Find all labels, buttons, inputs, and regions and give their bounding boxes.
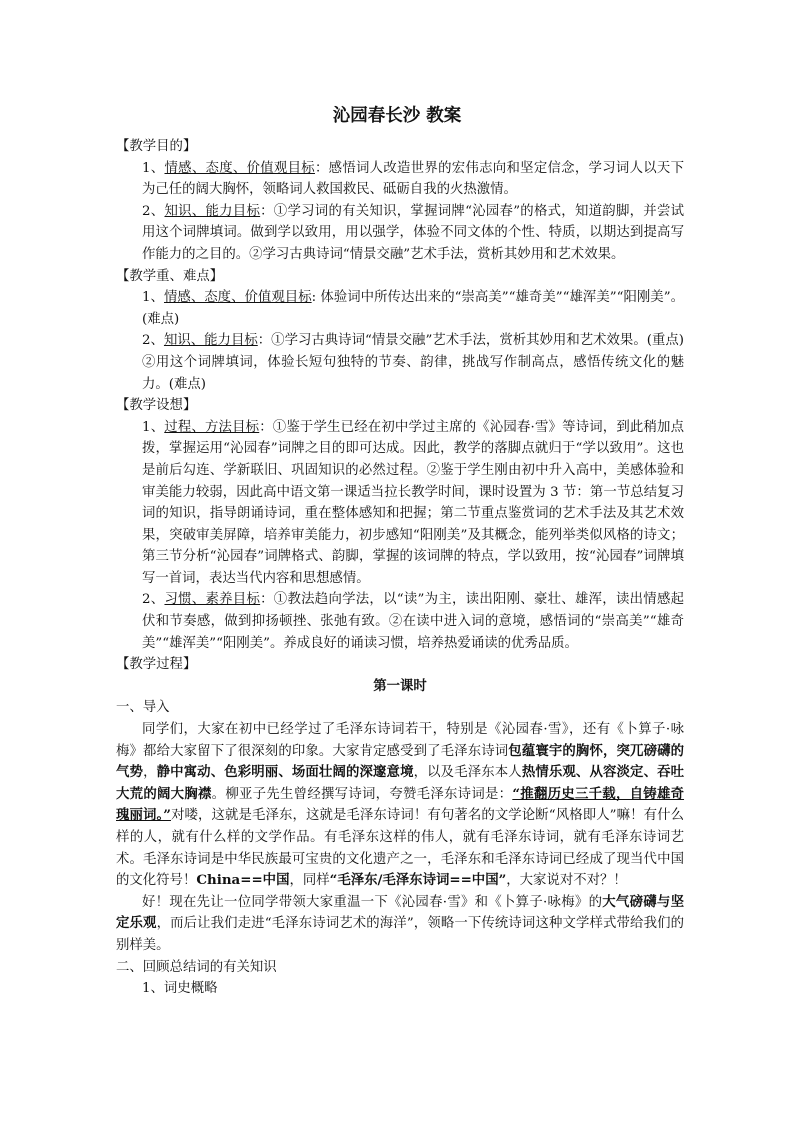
intro-bold: 静中寓动、色彩明丽、场面壮阔的深邃意境 bbox=[156, 764, 414, 781]
intro-quote: “推翻历史三千载，自铸雄奇瑰丽词。” bbox=[116, 785, 685, 824]
goal-text: ：①学习词的有关知识，掌握词牌“沁园春”的格式，知道韵脚，并尝试用这个词牌填词。做到学以致用，用以强学，体验不同文体的个性、特质，以期达到提高写作能力的之目的。②学习古典诗词“情景交融”艺术手法，赏析其妙用和艺术效果。 bbox=[142, 203, 684, 262]
key-point-label: 情感、态度、价值观目标 bbox=[163, 290, 312, 306]
section-heading-key-points: 【教学重、难点】 bbox=[116, 268, 224, 284]
key-point-text: : 体验词中所传达出来的“崇高美”“雄奇美”“雄浑美”“阳刚美”。(难点) bbox=[142, 290, 684, 327]
intro-bold: China==中国 bbox=[196, 872, 290, 889]
design-text: ：①鉴于学生已经在初中学过主席的《沁园春·雪》等诗词，到此稍加点拨，掌握运用“沁园春”词牌之目的即可达成。因此，教学的落脚点就归于“学以致用”。这也是前后勾连、学新联旧、巩固知识的必然过程。②鉴于学生刚由初中升入高中，美感体验和审美能力较弱，因此高中语文第一课适当拉长教学时间，课时设置为 3 节：第一节总结复习词的知识，指导朗诵诗词，重在整体感知和把握；第二节重点鉴赏词的艺术手法及其艺术效果，突破审美屏障，培养审美能力，初步感知“阳刚美”及其概念，能列举类似风格的诗文；第三节分析“沁园春”词牌格式、韵脚，掌握的该词牌的特点，学以致用，按“沁园春”词牌填写一首词，表达当代内容和思想感情。 bbox=[142, 419, 684, 586]
key-point-paragraph-2 bbox=[116, 330, 684, 395]
intro-text: ， bbox=[143, 765, 157, 781]
intro-paragraph-2 bbox=[116, 892, 684, 957]
design-paragraph-1 bbox=[116, 417, 684, 590]
goal-paragraph-2 bbox=[116, 201, 684, 266]
goal-label: 知识、能力目标 bbox=[164, 203, 261, 219]
subsection-history: 1、词史概略 bbox=[142, 981, 218, 997]
intro-bold: “毛泽东/毛泽东诗词==中国” bbox=[329, 872, 507, 889]
section-heading-design: 【教学设想】 bbox=[116, 398, 197, 414]
design-label: 习惯、素养目标 bbox=[164, 592, 261, 608]
design-paragraph-2 bbox=[116, 589, 684, 654]
goal-paragraph-1 bbox=[116, 158, 684, 201]
key-point-label: 知识、能力目标 bbox=[163, 333, 258, 349]
intro-bold: 大气磅礴与坚定乐观 bbox=[116, 893, 684, 932]
key-point-paragraph-1 bbox=[116, 287, 684, 330]
intro-paragraph bbox=[116, 719, 684, 892]
goal-text: ：感悟词人改造世界的宏伟志向和坚定信念，学习词人以天下为己任的阔大胸怀，领略词人救国救民、砥砺自我的火热激情。 bbox=[142, 160, 685, 198]
item-number: 1、 bbox=[142, 160, 165, 176]
intro-text: ，而后让我们走进“毛泽东诗词艺术的海洋”，领略一下传统诗词这种文学样式带给我们的别样美。 bbox=[116, 916, 684, 953]
design-text: ：①教法趋向学法，以“读”为主，读出阳刚、豪壮、雄浑，读出情感起伏和节奏感，做到抑扬顿挫、张弛有致。②在读中进入词的意境，感悟词的“崇高美”“雄奇美”“雄浑美”“阳刚美”。养成良好的诵读习惯，培养热爱诵读的优秀品质。 bbox=[142, 592, 684, 651]
intro-bold: 热情乐观、从容淡定、吞吐大荒的阔大胸襟 bbox=[116, 764, 685, 802]
item-number: 2、 bbox=[142, 592, 165, 608]
section-heading-process: 【教学过程】 bbox=[116, 657, 197, 673]
intro-text: ，同样 bbox=[289, 873, 330, 889]
subsection-review: 二、回顾总结词的有关知识 bbox=[116, 959, 277, 975]
intro-bold: 包蕴寰宇的胸怀，突兀磅礴的气势 bbox=[116, 742, 685, 781]
item-number: 2、 bbox=[142, 203, 165, 219]
intro-text: ，以及毛泽东本人 bbox=[413, 765, 522, 781]
item-number: 1、 bbox=[142, 419, 165, 435]
key-point-text: ：①学习古典诗词“情景交融”艺术手法，赏析其妙用和艺术效果。(重点) ②用这个词牌填词，体验长短句独特的节奏、韵律，挑战写作制高点，感悟传统文化的魅力。(难点) bbox=[142, 333, 685, 392]
intro-text: ，大家说对不对？！ bbox=[506, 873, 627, 889]
intro-text: 同学们，大家在初中已经学过了毛泽东诗词若干，特别是《沁园春·雪》，还有《卜算子·咏梅》都给大家留下了很深刻的印象。大家肯定感受到了毛泽东诗词 bbox=[116, 722, 684, 759]
page-title: 沁园春长沙 教案 bbox=[332, 106, 462, 126]
subsection-intro: 一、导入 bbox=[116, 700, 170, 716]
intro-text: 对喽，这就是毛泽东，这就是毛泽东诗词！有句著名的文学论断“风格即人”嘛！有什么样的人，就有什么样的文学作品。有毛泽东这样的伟人，就有毛泽东诗词，就有毛泽东诗词艺术。毛泽东诗词是中华民族最可宝贵的文化遗产之一，毛泽东和毛泽东诗词已经成了现当代中国的文化符号！ bbox=[116, 808, 684, 889]
lesson-heading: 第一课时 bbox=[373, 678, 427, 694]
design-label: 过程、方法目标 bbox=[164, 419, 260, 435]
section-heading-goals: 【教学目的】 bbox=[116, 139, 197, 154]
item-number: 1、 bbox=[142, 290, 164, 306]
item-number: 2、 bbox=[142, 333, 164, 349]
goal-label: 情感、态度、价值观目标 bbox=[164, 160, 315, 176]
document-body bbox=[116, 136, 684, 1000]
intro-text: 。柳亚子先生曾经撰写诗词，夸赞毛泽东诗词是： bbox=[211, 786, 513, 802]
intro-text: 好！现在先让一位同学带领大家重温一下《沁园春·雪》和《卜算子·咏梅》的 bbox=[142, 894, 603, 910]
